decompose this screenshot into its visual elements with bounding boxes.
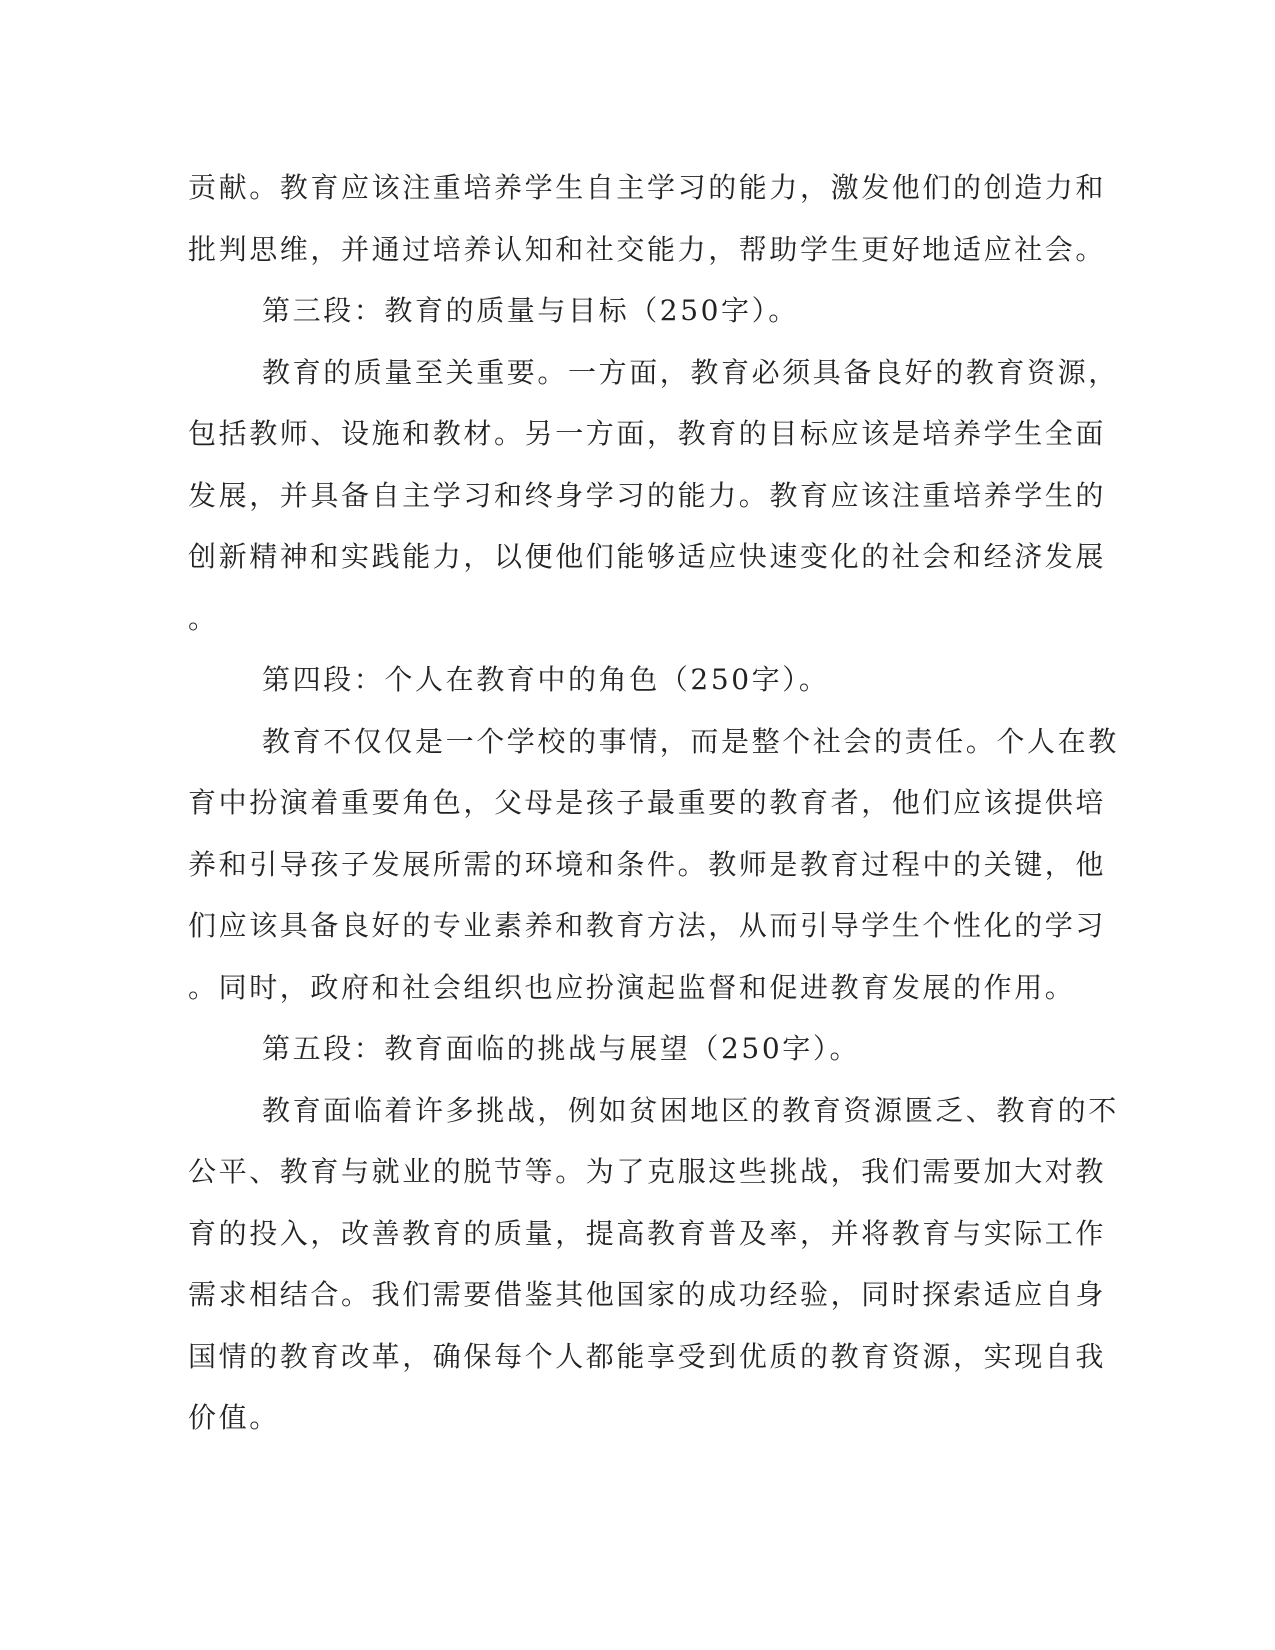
text-line: 需求相结合。我们需要借鉴其他国家的成功经验，同时探索适应自身: [188, 1278, 1107, 1311]
text-line: 价值。: [188, 1401, 280, 1434]
text-line: 教育的质量至关重要。一方面，教育必须具备良好的教育资源，: [262, 355, 1119, 389]
section-heading: 第四段：个人在教育中的角色（250字）。: [262, 663, 830, 696]
text-line: 教育不仅仅是一个学校的事情，而是整个社会的责任。个人在教: [262, 724, 1119, 758]
text-line: 养和引导孩子发展所需的环境和条件。教师是教育过程中的关键，他: [188, 847, 1107, 881]
text-line: 批判思维，并通过培养认知和社交能力，帮助学生更好地适应社会。: [188, 232, 1107, 266]
text-line: 贡献。教育应该注重培养学生自主学习的能力，激发他们的创造力和: [188, 171, 1107, 204]
text-line: 育的投入，改善教育的质量，提高教育普及率，并将教育与实际工作: [188, 1216, 1107, 1250]
section-heading: 第三段：教育的质量与目标（250字）。: [262, 294, 799, 327]
text-line: 国情的教育改革，确保每个人都能享受到优质的教育资源，实现自我: [188, 1339, 1107, 1373]
text-line: 。: [188, 601, 219, 635]
text-line: 公平、教育与就业的脱节等。为了克服这些挑战，我们需要加大对教: [188, 1155, 1107, 1188]
text-line: 育中扮演着重要角色，父母是孩子最重要的教育者，他们应该提供培: [188, 786, 1107, 819]
text-line: 发展，并具备自主学习和终身学习的能力。教育应该注重培养学生的: [188, 478, 1107, 512]
text-line: 包括教师、设施和教材。另一方面，教育的目标应该是培养学生全面: [188, 417, 1107, 450]
section-heading: 第五段：教育面临的挑战与展望（250字）。: [262, 1032, 861, 1065]
text-line: 创新精神和实践能力，以便他们能够适应快速变化的社会和经济发展: [188, 540, 1107, 573]
text-line: 们应该具备良好的专业素养和教育方法，从而引导学生个性化的学习: [188, 909, 1107, 942]
text-line: 。同时，政府和社会组织也应扮演起监督和促进教育发展的作用。: [188, 970, 1076, 1004]
document-body: [188, 157, 1119, 1449]
text-line: 教育面临着许多挑战，例如贫困地区的教育资源匮乏、教育的不: [262, 1093, 1119, 1127]
